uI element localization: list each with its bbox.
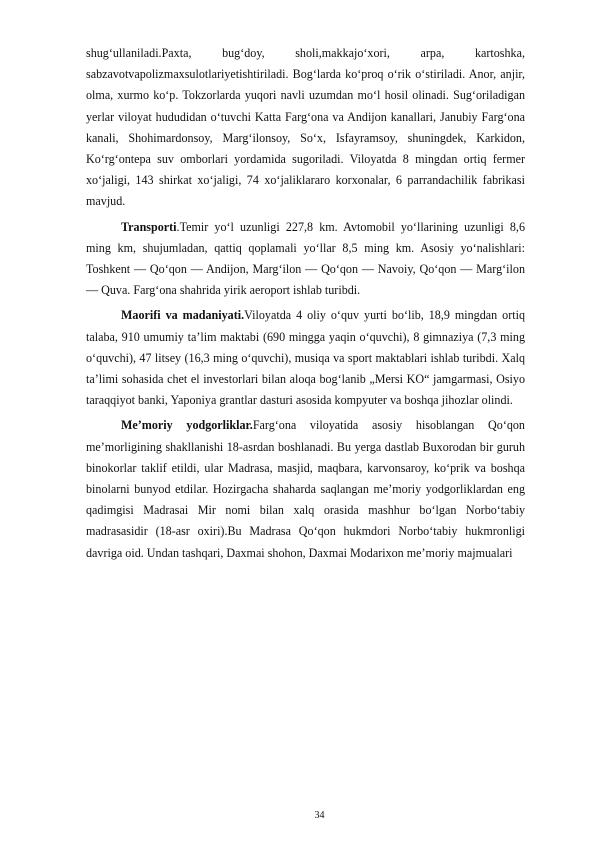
paragraph-agriculture: shug‘ullaniladi.Paxta, bug‘doy, sholi,makkajo‘xori, arpa, kartoshka, sabzavotvapolizmaxsulotlariyetishtiriladi. Bog‘larda ko‘proq o‘rik o‘stiriladi. Anor, anjir, olma, xurmo ko‘p. Tokzorlarda yuqori navli uzumdan mo‘l hosil olinadi. Sug‘oriladigan yerlar viloyat hududidan o‘tuvchi Katta Farg‘ona va Andijon kanallari, Janubiy Farg‘ona kanali, Shohimardonsoy, Marg‘ilonsoy, So‘x, Isfayramsoy, shuningdek, Karkidon, Ko‘rg‘ontepa suv omborlari yordamida sugoriladi. Viloyatda 8 mingdan ortiq fermer xo‘jaligi, 143 shirkat xo‘jaligi, 74 xo‘jaliklararo korxonalar, 6 parrandachilik fabrikasi mavjud. [86,46,525,209]
page-number: 34 [314,810,325,821]
paragraph-education [86,305,525,411]
heading-architecture: Me’moriy yodgorliklar. [121,418,253,433]
heading-education: Maorifi va madaniyati. [121,308,245,323]
paragraph-architecture [86,415,525,563]
text-transport: .Temir yo‘l uzunligi 227,8 km. Avtomobil yo‘llarining uzunligi 8,6 ming km, shujumladan, qattiq qoplamali yo‘llar 8,5 ming km. Asosiy yo‘nalishlari: Toshkent — Qo‘qon — Andijon, Marg‘ilon — Qo‘qon — Navoiy, Qo‘qon — Marg‘ilon — Quva. Farg‘ona shahrida yirik aeroport ishlab turibdi. [86,219,525,298]
paragraph-transport [86,217,525,302]
document-body [86,43,525,568]
heading-transport: Transporti [121,219,177,234]
text-architecture: Farg‘ona viloyatida asosiy hisoblangan Qo‘qon me’morligining shakllanishi 18-asrdan boshlanadi. Bu yerga dastlab Buxorodan bir guruh binokorlar taklif etildi, ular Madrasa, masjid, maqbara, karvonsaroy, ko‘prik va boshqa binolarni bunyod etdilar. Hozirgacha shaharda saqlangan me’moriy yodgorliklardan eng qadimgisi Madrasai Mir nomi bilan xalq orasida mashhur bo‘lgan Norbo‘tabiy madrasasidir (18-asr oxiri).Bu Madrasa Qo‘qon hukmdori Norbo‘tabiy hukmronligi davriga oid. Undan tashqari, Daxmai shohon, Daxmai Modarixon me’moriy majmualari [86,418,525,560]
text-education: Viloyatda 4 oliy o‘quv yurti bo‘lib, 18,9 mingdan ortiq talaba, 910 umumiy ta’lim maktabi (690 mingga yaqin o‘quvchi), 8 gimnaziya (7,3 ming o‘quvchi), 47 litsey (16,3 ming o‘quvchi), musiqa va sport maktablari ishlab turibdi. Xalq ta’limi sohasida chet el investorlari bilan aloqa bog‘lanib „Mersi KO“ jamgarmasi, Osiyo taraqqiyot banki, Yaponiya grantlar dasturi asosida kompyuter va boshqa jihozlar olindi. [86,308,525,408]
